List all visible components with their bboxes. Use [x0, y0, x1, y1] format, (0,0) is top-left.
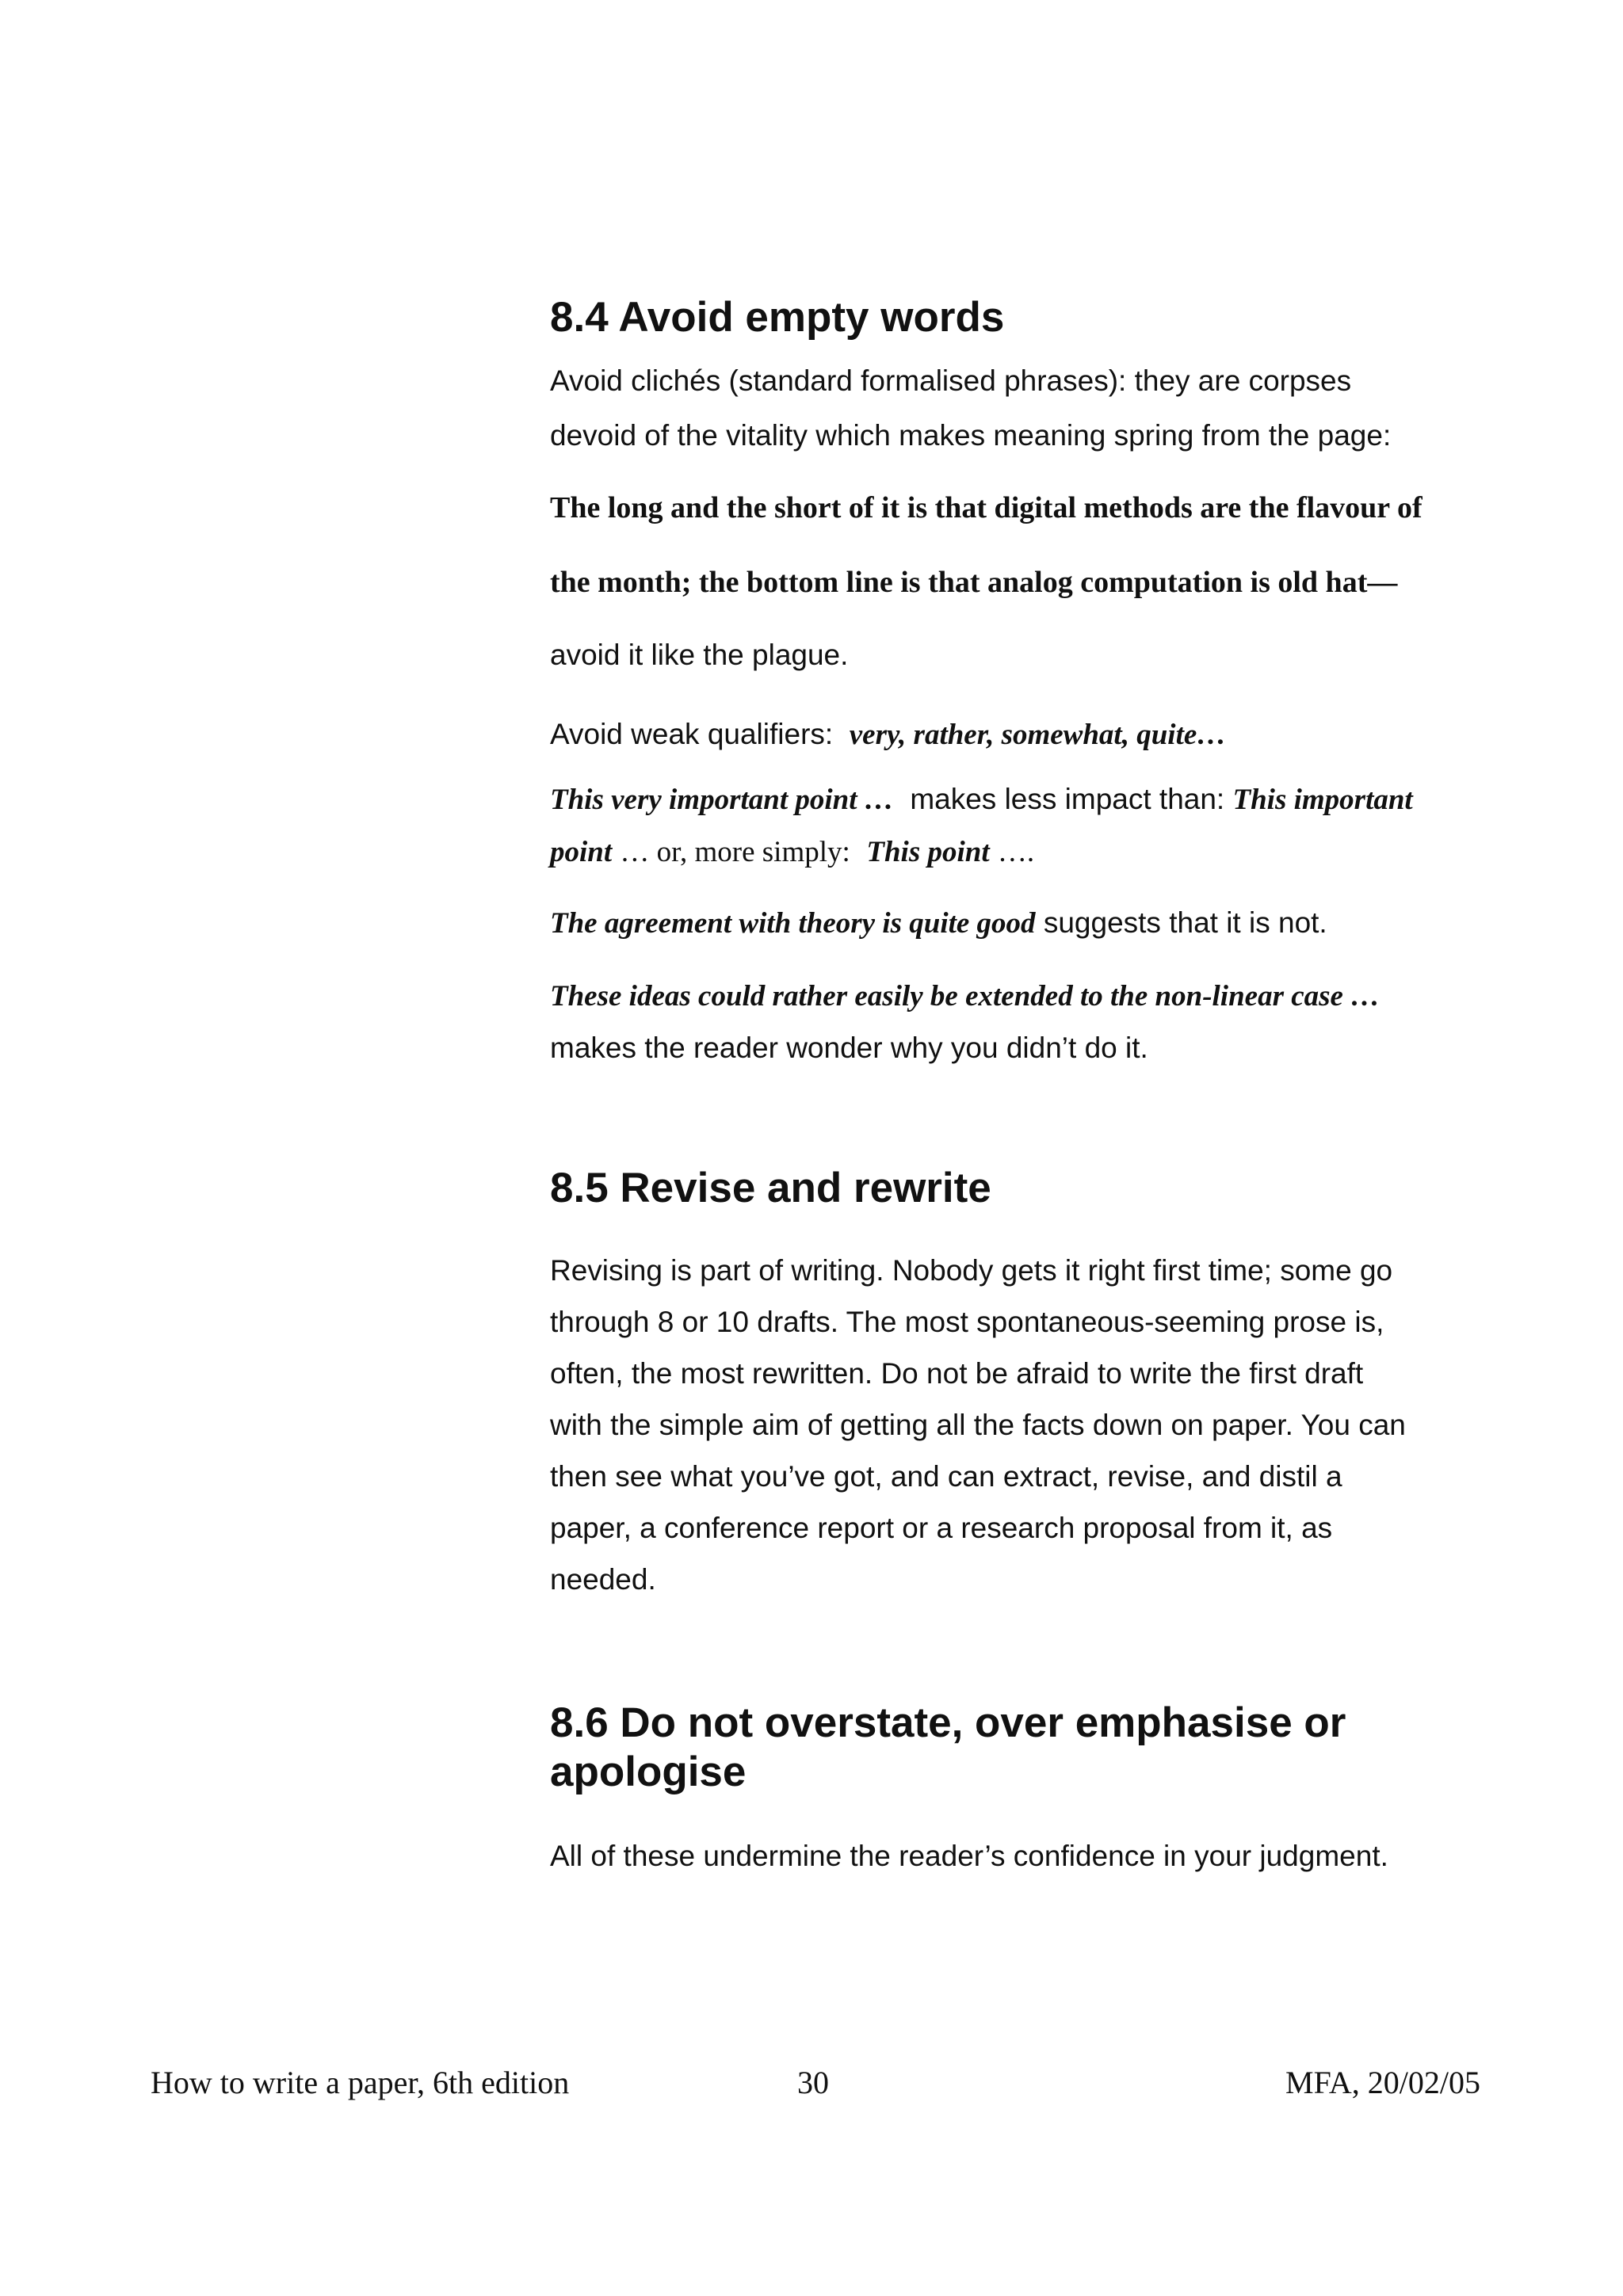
- page-content: [550, 293, 1533, 1883]
- example-3-a: These ideas could rather easily be extended to the non-linear case …: [550, 980, 1381, 1013]
- example-1-b: makes less impact than:: [910, 783, 1225, 815]
- example-1-f: This point: [866, 836, 990, 868]
- intro-line-2: devoid of the vitality which makes meaning spring from the page:: [550, 419, 1392, 452]
- qualifier-example-1: [550, 773, 1533, 878]
- example-line-1: The long and the short of it is that digital methods are the flavour of: [550, 491, 1423, 524]
- heading-8-6-line-2: apologise: [550, 1749, 747, 1795]
- section-heading-8-6: [550, 1699, 1533, 1797]
- weak-qualifiers: [550, 707, 1533, 762]
- section-heading-8-5: 8.5 Revise and rewrite: [550, 1165, 991, 1211]
- revise-line: paper, a conference report or a research proposal from it, as: [550, 1512, 1333, 1544]
- example-1-e: … or, more simply:: [620, 836, 850, 868]
- example-line-3: avoid it like the plague.: [550, 639, 849, 671]
- revise-line: needed.: [550, 1563, 656, 1596]
- example-1-d: point: [550, 836, 613, 868]
- qualifiers-label: Avoid weak qualifiers:: [550, 718, 834, 750]
- example-3-b: makes the reader wonder why you didn’t do it.: [550, 1032, 1148, 1064]
- intro-line-1: Avoid clichés (standard formalised phrases): they are corpses: [550, 364, 1352, 397]
- revise-line: often, the most rewritten. Do not be afraid to write the first draft: [550, 1357, 1364, 1390]
- revise-line: with the simple aim of getting all the facts down on paper. You can: [550, 1409, 1406, 1441]
- example-line-2: the month; the bottom line is that analog computation is old hat—: [550, 566, 1398, 599]
- qualifier-example-3: [550, 970, 1533, 1074]
- section-8-5-paragraph: [550, 1245, 1533, 1605]
- example-1-c: This important: [1232, 784, 1413, 816]
- example-2-a: The agreement with theory is quite good: [550, 907, 1036, 940]
- qualifier-example-2: [550, 897, 1533, 949]
- cliche-example: [550, 471, 1533, 691]
- section-8-4-intro: [550, 353, 1533, 463]
- revise-line: through 8 or 10 drafts. The most spontaneous-seeming prose is,: [550, 1306, 1384, 1338]
- section-heading-8-4: 8.4 Avoid empty words: [550, 294, 1005, 341]
- page-number: 30: [797, 2065, 829, 2100]
- revise-line: Revising is part of writing. Nobody gets it right first time; some go: [550, 1254, 1393, 1287]
- qualifiers-list: very, rather, somewhat, quite…: [849, 719, 1227, 751]
- example-2-b: suggests that it is not.: [1043, 906, 1327, 939]
- example-1-g: ….: [997, 836, 1035, 868]
- section-8-6-text: All of these undermine the reader’s confidence in your judgment.: [550, 1840, 1388, 1872]
- revise-line: then see what you’ve got, and can extract, revise, and distil a: [550, 1460, 1342, 1493]
- footer-author-date: MFA, 20/02/05: [1285, 2065, 1480, 2100]
- example-1-a: This very important point …: [550, 784, 894, 816]
- footer-title: How to write a paper, 6th edition: [151, 2065, 570, 2100]
- heading-8-6-line-1: 8.6 Do not overstate, over emphasise or: [550, 1699, 1346, 1746]
